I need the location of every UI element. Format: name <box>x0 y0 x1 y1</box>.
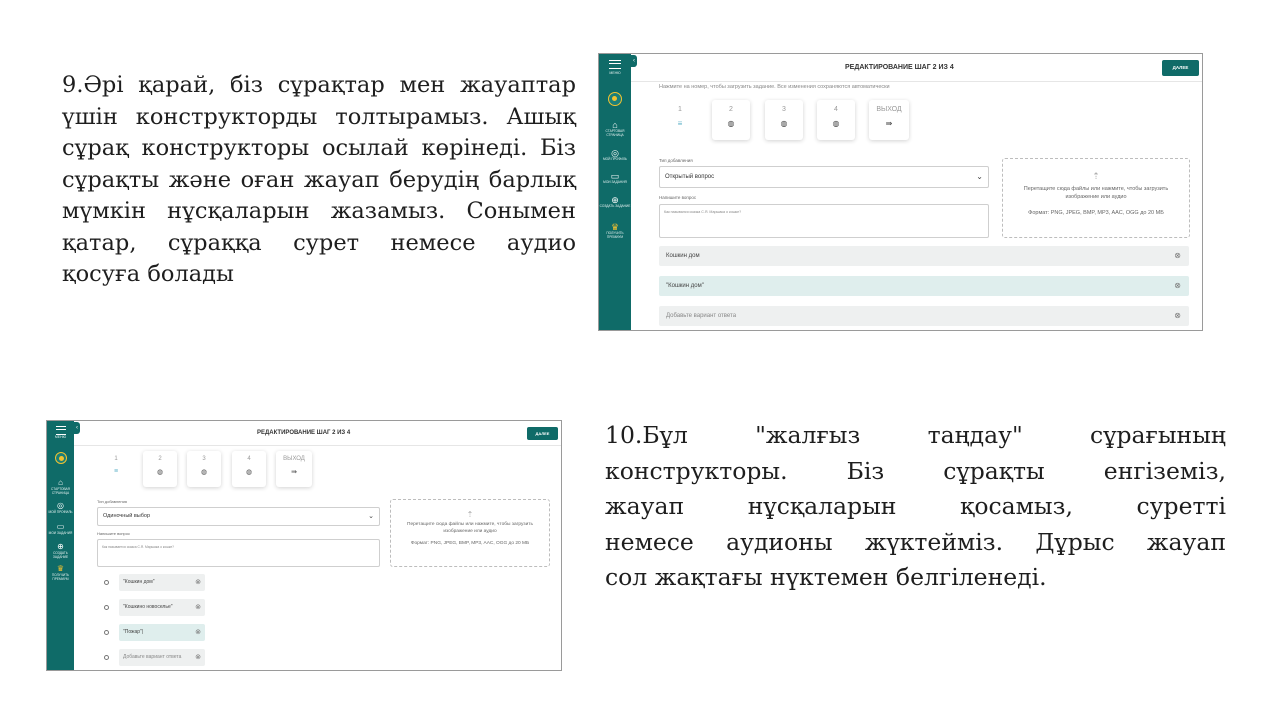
step-2[interactable]: 2 ◍ <box>143 451 177 487</box>
type-value: Одиночный выбор <box>103 513 151 519</box>
correct-answer-radio[interactable] <box>104 605 109 610</box>
profile-icon: ◎ <box>57 501 64 510</box>
chevron-down-icon: ⌄ <box>976 172 983 181</box>
plus-circle-icon: ⊕ <box>57 542 64 551</box>
home-icon: ⌂ <box>58 478 63 487</box>
menu-label: МЕНЮ <box>54 435 67 439</box>
globe-icon: ◍ <box>156 469 164 476</box>
question-type-select[interactable] <box>97 507 380 526</box>
remove-icon[interactable]: ⊗ <box>195 579 201 586</box>
upload-icon: ⇡ <box>1092 171 1100 181</box>
single-choice-screenshot <box>46 420 562 671</box>
answer-option[interactable]: "Кошкин дом" ⊗ <box>659 276 1189 296</box>
sidebar-item-home[interactable]: ⌂ СТАРТОВАЯ СТРАНИЦА <box>47 478 74 496</box>
remove-icon[interactable]: ⊗ <box>195 604 201 611</box>
folder-icon: ▭ <box>56 522 65 531</box>
exit-icon: ⇛ <box>291 469 297 476</box>
remove-icon[interactable]: ⊗ <box>1174 311 1181 320</box>
step-2[interactable]: 2 ◍ <box>712 100 750 140</box>
page-title: РЕДАКТИРОВАНИЕ ШАГ 2 ИЗ 4 <box>845 64 954 71</box>
sidebar-item-tasks[interactable]: ▭ МОИ ЗАДАНИЯ <box>48 522 73 535</box>
step-4[interactable]: 4 ◍ <box>232 451 266 487</box>
step-1[interactable]: 1 ≡ <box>661 100 699 140</box>
crown-icon: ♛ <box>610 222 620 232</box>
question-label: Напишите вопрос <box>659 195 697 200</box>
text-line: сұрақ конструкторы осылай көрінеді. Біз <box>62 135 576 161</box>
remove-icon[interactable]: ⊗ <box>195 654 201 661</box>
text-line: мүмкін нұсқаларын жазамыз. Сонымен <box>62 198 576 224</box>
correct-answer-radio[interactable] <box>104 580 109 585</box>
correct-answer-radio[interactable] <box>104 655 109 660</box>
text-line: конструкторы. Біз сұрақты енгіземіз, <box>605 456 1226 485</box>
sidebar-item-premium[interactable]: ♛ ПОЛУЧИТЬ ПРЕМИУМ <box>47 564 74 582</box>
text-line: қатар, сұраққа сурет немесе аудио <box>62 229 576 256</box>
logo-bulb-icon <box>608 92 622 106</box>
type-label: Тип добавления <box>659 158 693 163</box>
chevron-down-icon: ⌄ <box>368 513 374 520</box>
globe-icon: ◍ <box>200 469 208 476</box>
type-label: Тип добавления <box>97 499 127 504</box>
add-answer-input[interactable]: Добавьте вариант ответа ⊗ <box>119 649 205 666</box>
menu-label: МЕНЮ <box>609 71 621 75</box>
sidebar-item-create[interactable]: ⊕ СОЗДАТЬ ЗАДАНИЕ <box>599 195 631 208</box>
sidebar-item-tasks[interactable]: ▭ МОИ ЗАДАНИЯ <box>599 171 631 185</box>
step-3[interactable]: 3 ◍ <box>765 100 803 140</box>
text-line: жауап нұсқаларын қосамыз, суретті <box>605 492 1226 520</box>
text-line: 10.Бұл "жалғыз таңдау" сұрағының <box>605 421 1226 449</box>
step-3[interactable]: 3 ◍ <box>187 451 221 487</box>
next-button[interactable]: ДАЛЕЕ <box>1162 60 1199 76</box>
next-button[interactable]: ДАЛЕЕ <box>527 427 558 440</box>
text-line: 9.Әрі қарай, біз сұрақтар мен жауаптар <box>62 72 576 98</box>
question-type-select[interactable] <box>659 166 989 188</box>
globe-icon: ◍ <box>780 119 788 128</box>
step-4[interactable]: 4 ◍ <box>817 100 855 140</box>
step-exit[interactable]: ВЫХОД ⇛ <box>869 100 909 140</box>
correct-answer-radio[interactable] <box>104 630 109 635</box>
collapse-sidebar-button[interactable]: ‹ <box>631 55 637 67</box>
page-title: РЕДАКТИРОВАНИЕ ШАГ 2 ИЗ 4 <box>257 430 351 436</box>
remove-icon[interactable]: ⊗ <box>1174 251 1181 260</box>
remove-icon[interactable]: ⊗ <box>195 629 201 636</box>
type-value: Открытый вопрос <box>665 174 715 180</box>
add-answer-input[interactable]: Добавьте вариант ответа ⊗ <box>659 306 1189 326</box>
exit-icon: ⇛ <box>885 119 893 128</box>
home-icon: ⌂ <box>612 120 618 130</box>
logo-bulb-icon <box>55 452 67 464</box>
upload-icon: ⇡ <box>466 510 474 519</box>
header-divider <box>631 81 1202 82</box>
collapse-sidebar-button[interactable]: ‹ <box>74 422 80 434</box>
crown-icon: ♛ <box>56 564 65 573</box>
remove-icon[interactable]: ⊗ <box>1174 281 1181 290</box>
sidebar-item-home[interactable]: ⌂ СТАРТОВАЯ СТРАНИЦА <box>599 120 631 138</box>
open-question-screenshot <box>598 53 1203 331</box>
instruction-paragraph-9 <box>62 70 576 291</box>
text-line: немесе аудионы жүктейміз. Дұрыс жауап <box>605 527 1226 556</box>
text-line: сол жақтағы нүктемен белгіленеді. <box>605 563 1047 591</box>
autosave-hint: Нажмите на номер, чтобы загрузить задание. Все изменения сохраняются автоматически <box>659 84 890 90</box>
answer-option[interactable]: "Кошкин дом" ⊗ <box>119 574 205 591</box>
text-line: сұрақты және оған жауап берудің барлық <box>62 166 576 193</box>
sidebar-item-profile[interactable]: ◎ МОЙ ПРОФИЛЬ <box>48 501 73 514</box>
sidebar <box>47 421 74 670</box>
step-1[interactable]: 1 ≡ <box>99 451 133 487</box>
sidebar-item-create[interactable]: ⊕ СОЗДАТЬ ЗАДАНИЕ <box>47 542 74 560</box>
globe-icon: ◍ <box>832 119 840 128</box>
globe-icon: ◍ <box>245 469 253 476</box>
plus-circle-icon: ⊕ <box>611 195 619 205</box>
upload-dropzone[interactable]: ⇡ Перетащите сюда файлы или нажмите, чтобы загрузить изображение или аудио Формат: PNG, JPEG, BMP, MP3, AAC, OGG до 20 МБ <box>1002 158 1190 238</box>
question-label: Напишите вопрос <box>97 531 130 536</box>
answer-option[interactable]: "Кошкино новоселье" ⊗ <box>119 599 205 616</box>
menu-icon[interactable] <box>609 60 621 69</box>
folder-icon: ▭ <box>610 171 620 181</box>
sidebar <box>599 54 631 330</box>
menu-icon[interactable] <box>56 426 66 435</box>
answer-option[interactable]: "Пожар"| ⊗ <box>119 624 205 641</box>
text-line: қосуға болады <box>62 261 234 287</box>
sidebar-item-profile[interactable]: ◎ МОЙ ПРОФИЛЬ <box>599 148 631 162</box>
instruction-paragraph-10 <box>605 418 1226 596</box>
list-icon: ≡ <box>113 468 119 475</box>
sidebar-item-premium[interactable]: ♛ ПОЛУЧИТЬ ПРЕМИУМ <box>599 222 631 240</box>
step-exit[interactable]: ВЫХОД ⇛ <box>276 451 312 487</box>
list-icon: ≡ <box>677 119 683 128</box>
upload-dropzone[interactable]: ⇡ Перетащите сюда файлы или нажмите, чтобы загрузить изображение или аудио Формат: PNG, JPEG, BMP, MP3, AAC, OGG до 20 МБ <box>390 499 550 567</box>
question-input[interactable]: Как назывался сказка С.Я. Маршака о кошке? <box>659 204 989 238</box>
text-line: үшін конструкторды толтырамыз. Ашық <box>62 103 576 130</box>
profile-icon: ◎ <box>611 148 619 158</box>
question-input[interactable]: Как называется сказка С.Я. Маршака о кошке? <box>97 539 380 567</box>
globe-icon: ◍ <box>727 119 735 128</box>
answer-option[interactable]: Кошкин дом ⊗ <box>659 246 1189 266</box>
header-divider <box>74 445 561 446</box>
